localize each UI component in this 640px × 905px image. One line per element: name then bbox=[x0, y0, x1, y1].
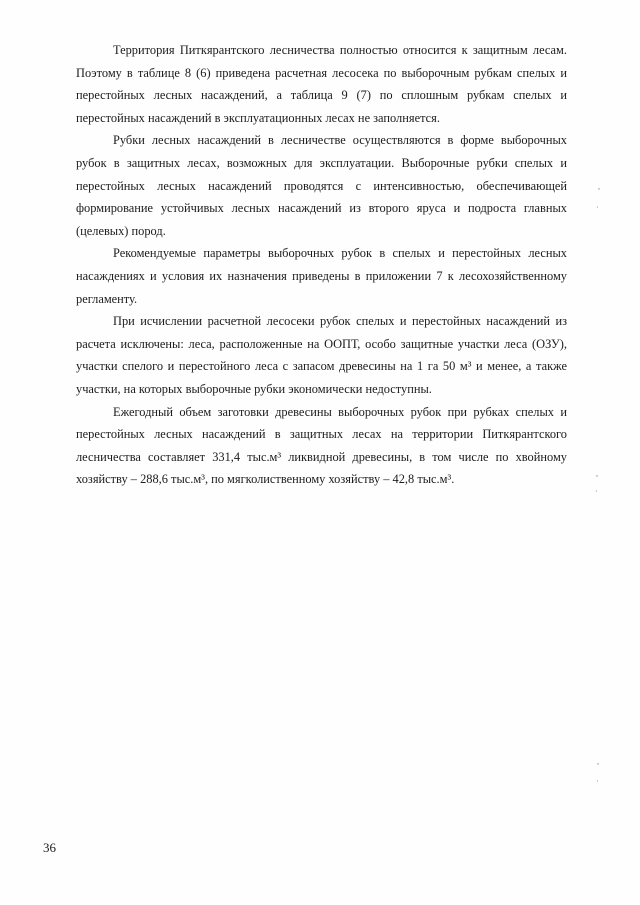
paragraph-annual-volume: Ежегодный объем заготовки древесины выборочных рубок при рубках спелых и перестойных лесных насаждений в защитных лесах на территории Питкярантского лесничества составляет 331,4 тыс.м³ ликвидной древесины, в том числе по хвойному хозяйству – 288,6 тыс.м³, по мягколиственному хозяйству – 42,8 тыс.м³. bbox=[76, 404, 567, 487]
paragraph-exclusions: При исчислении расчетной лесосеки рубок спелых и перестойных насаждений из расчета исключены: леса, расположенные на ООПТ, особо защитные участки леса (ОЗУ), участки спелого и перестойного леса с запасом древесины на 1 га 50 м³ и менее, а также участки, на которых выборочные рубки экономически недоступны. bbox=[76, 314, 567, 396]
scan-speck: , bbox=[597, 757, 599, 766]
body-text bbox=[76, 39, 567, 491]
page-number: 36 bbox=[43, 840, 56, 855]
scan-speck: , bbox=[598, 182, 600, 191]
scan-speck: , bbox=[596, 469, 598, 478]
paragraph-recommended-parameters: Рекомендуемые параметры выборочных рубок в спелых и перестойных лесных насаждениях и условия их назначения приведены в приложении 7 к лесохозяйственному регламенту. bbox=[76, 246, 567, 306]
paragraph-protected-forests: Территория Питкярантского лесничества полностью относится к защитным лесам. Поэтому в таблице 8 (6) приведена расчетная лесосека по выборочным рубкам спелых и перестойных лесных насаждений, а таблица 9 (7) по сплошным рубкам спелых и перестойных насаждений в эксплуатационных лесах не заполняется. bbox=[76, 43, 567, 125]
paragraph-selective-felling: Рубки лесных насаждений в лесничестве осуществляются в форме выборочных рубок в защитных лесах, возможных для эксплуатации. Выборочные рубки спелых и перестойных лесных насаждений проводятся с интенсивностью, обеспечивающей формирование устойчивых лесных насаждений из второго яруса и подроста главных (целевых) пород. bbox=[76, 133, 567, 238]
scan-speck: · bbox=[596, 203, 599, 212]
scan-speck: · bbox=[596, 777, 599, 786]
scan-speck: · bbox=[595, 487, 598, 496]
